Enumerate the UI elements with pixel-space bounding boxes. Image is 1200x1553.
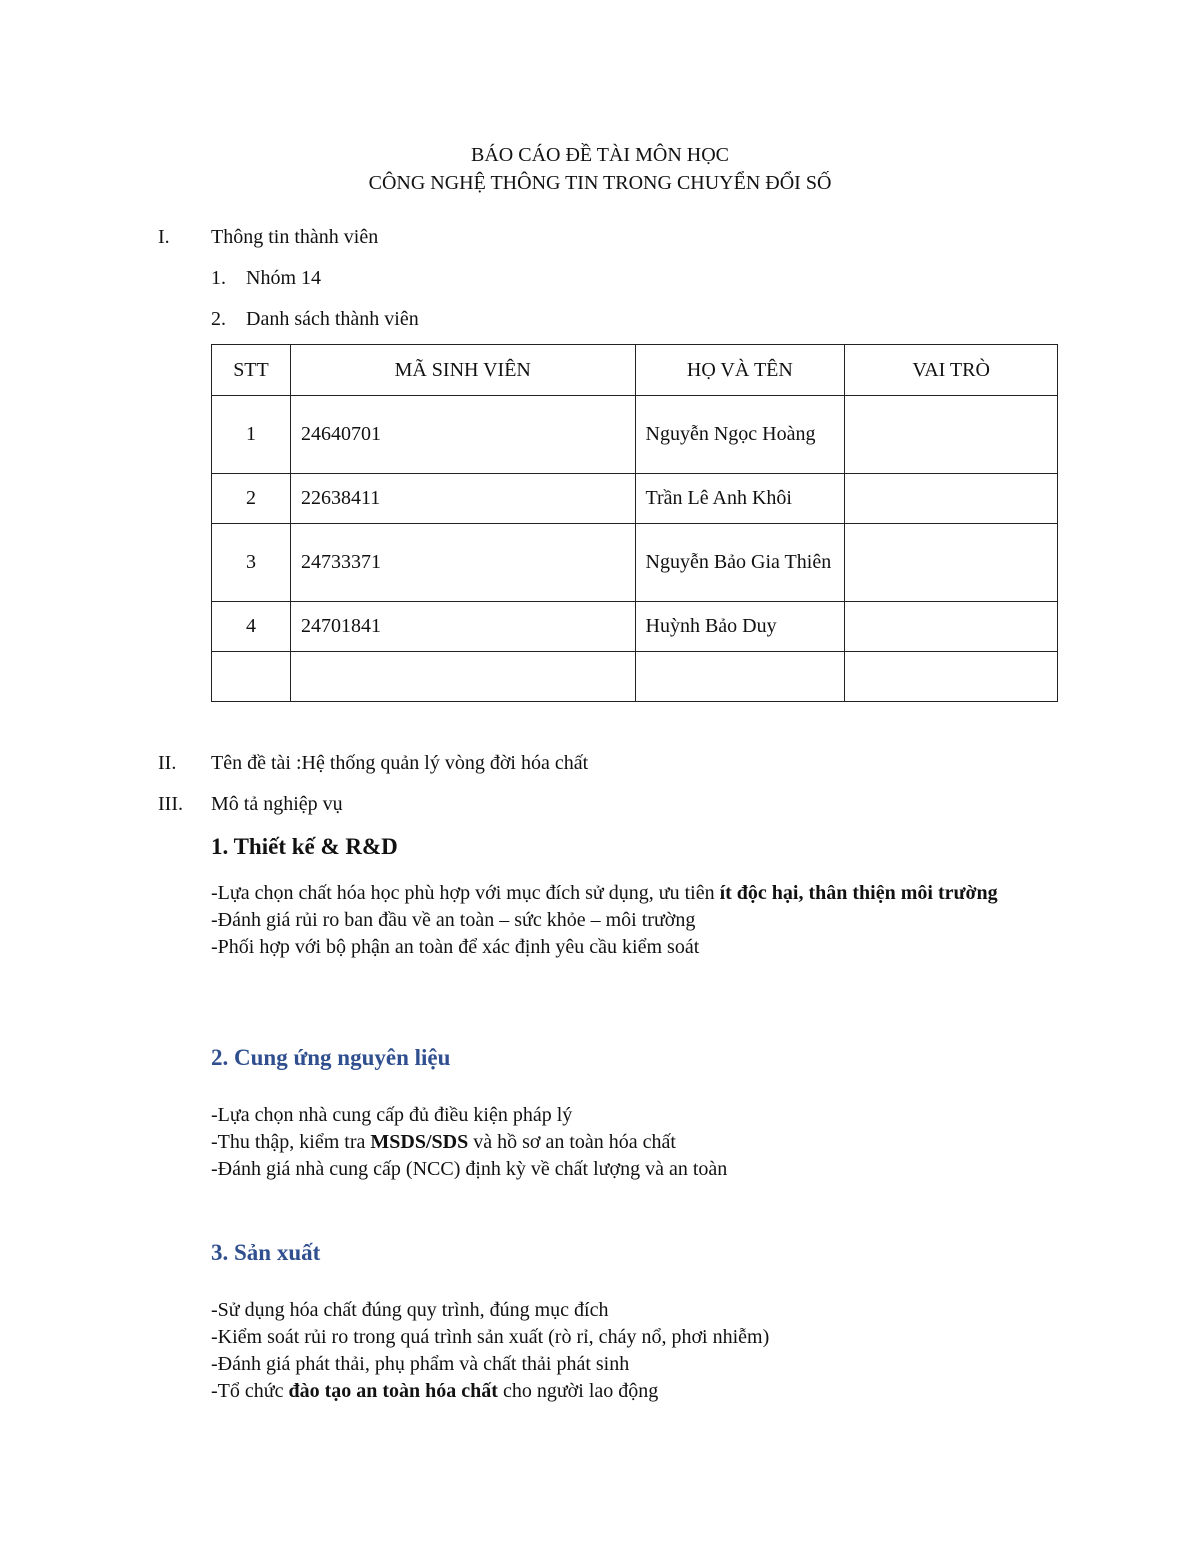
cell-stt: 4 [212, 602, 291, 652]
cell-full-name: Huỳnh Bảo Duy [635, 602, 845, 652]
section-1-numeral: I. [158, 226, 170, 248]
member-list-label: Danh sách thành viên [246, 308, 419, 330]
part-3-line-4-emphasis: đào tạo an toàn hóa chất [288, 1380, 498, 1402]
table-row [212, 524, 1058, 602]
cell-full-name [635, 652, 845, 702]
cell-student-id: 24701841 [290, 602, 635, 652]
member-table [211, 344, 1058, 702]
part-2-line-3: -Đánh giá nhà cung cấp (NCC) định kỳ về chất lượng và an toàn [211, 1158, 728, 1180]
cell-stt: 3 [212, 524, 291, 602]
cell-full-name: Nguyễn Ngọc Hoàng [635, 396, 845, 474]
table-row-empty [212, 652, 1058, 702]
section-3-numeral: III. [158, 793, 183, 815]
cell-role [845, 396, 1058, 474]
part-3-line-3: -Đánh giá phát thải, phụ phẩm và chất thải phát sinh [211, 1353, 630, 1375]
cell-student-id: 24733371 [290, 524, 635, 602]
part-1-line-3: -Phối hợp với bộ phận an toàn để xác định yêu cầu kiểm soát [211, 936, 700, 958]
header-full-name: HỌ VÀ TÊN [635, 345, 845, 396]
group-name: Nhóm 14 [246, 267, 321, 289]
list-number-1: 1. [211, 267, 226, 289]
part-2-line-2: -Thu thập, kiểm tra MSDS/SDS và hồ sơ an toàn hóa chất [211, 1131, 676, 1153]
part-3-content [211, 1297, 1041, 1405]
cell-role [845, 602, 1058, 652]
part-2-heading: 2. Cung ứng nguyên liệu [211, 1045, 451, 1070]
header-stt: STT [212, 345, 291, 396]
cell-stt [212, 652, 291, 702]
cell-student-id: 24640701 [290, 396, 635, 474]
part-3-line-2: -Kiểm soát rủi ro trong quá trình sản xuất (rò rỉ, cháy nổ, phơi nhiễm) [211, 1326, 770, 1348]
part-2-content [211, 1102, 1041, 1183]
part-3-line-1: -Sử dụng hóa chất đúng quy trình, đúng mục đích [211, 1299, 609, 1321]
part-1-heading: 1. Thiết kế & R&D [211, 834, 398, 859]
list-number-2: 2. [211, 308, 226, 330]
part-1-content [211, 880, 1041, 961]
part-2-line-2-emphasis: MSDS/SDS [370, 1131, 469, 1153]
header-role: VAI TRÒ [845, 345, 1058, 396]
table-row [212, 396, 1058, 474]
section-1-heading: Thông tin thành viên [211, 226, 379, 248]
part-3-heading: 3. Sản xuất [211, 1240, 321, 1265]
cell-full-name: Trần Lê Anh Khôi [635, 474, 845, 524]
part-1-line-1-emphasis: ít độc hại, thân thiện môi trường [719, 882, 998, 904]
cell-full-name: Nguyễn Bảo Gia Thiên [635, 524, 845, 602]
table-header-row [212, 345, 1058, 396]
table-row [212, 602, 1058, 652]
cell-role [845, 652, 1058, 702]
cell-student-id: 22638411 [290, 474, 635, 524]
part-1-line-2: -Đánh giá rủi ro ban đầu về an toàn – sức khỏe – môi trường [211, 909, 696, 931]
cell-role [845, 474, 1058, 524]
document-title-line2: CÔNG NGHỆ THÔNG TIN TRONG CHUYỂN ĐỔI SỐ [368, 172, 832, 194]
part-3-line-4: -Tổ chức đào tạo an toàn hóa chất cho người lao động [211, 1380, 659, 1402]
part-2-line-1: -Lựa chọn nhà cung cấp đủ điều kiện pháp lý [211, 1104, 573, 1126]
document-title-line1: BÁO CÁO ĐỀ TÀI MÔN HỌC [471, 144, 729, 166]
business-description-label: Mô tả nghiệp vụ [211, 793, 343, 815]
cell-stt: 2 [212, 474, 291, 524]
header-student-id: MÃ SINH VIÊN [290, 345, 635, 396]
part-1-line-1: -Lựa chọn chất hóa học phù hợp với mục đích sử dụng, ưu tiên ít độc hại, thân thiện môi trường [211, 882, 998, 904]
cell-student-id [290, 652, 635, 702]
section-2-numeral: II. [158, 752, 177, 774]
cell-role [845, 524, 1058, 602]
project-topic: Tên đề tài :Hệ thống quản lý vòng đời hóa chất [211, 752, 589, 774]
table-row [212, 474, 1058, 524]
cell-stt: 1 [212, 396, 291, 474]
